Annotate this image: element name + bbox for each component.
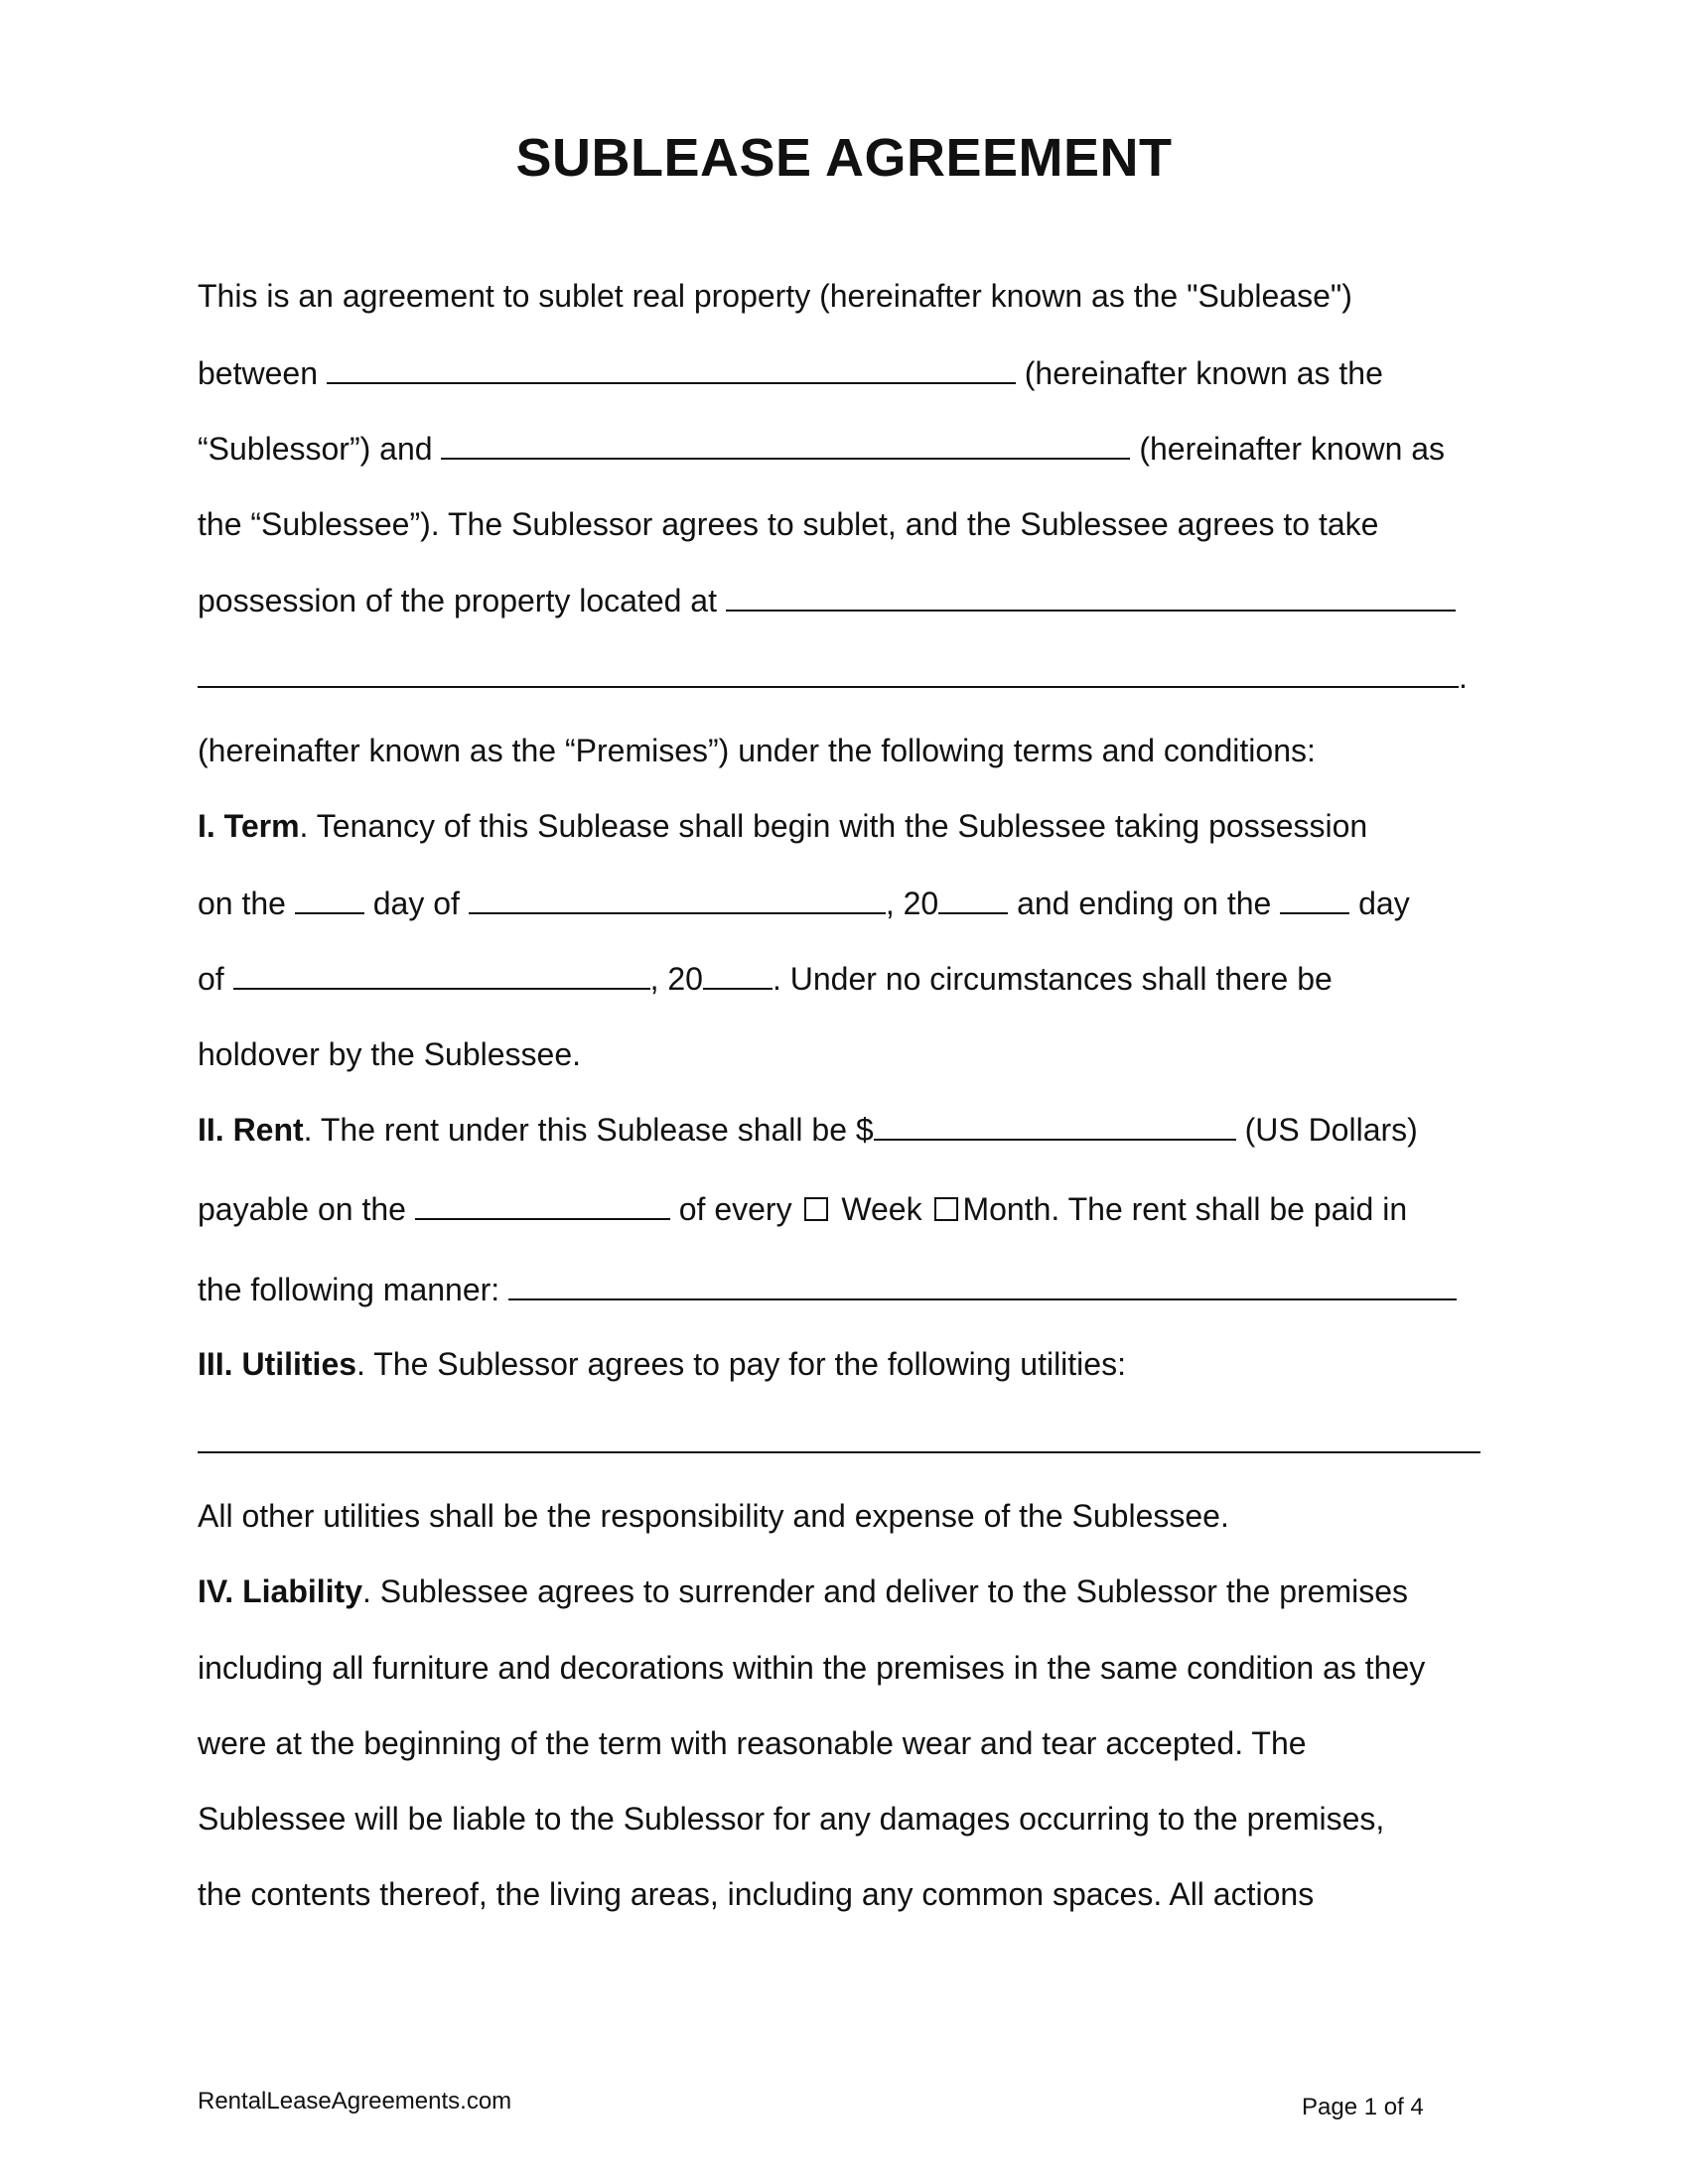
intro-text: This is an agreement to sublet real property (hereinafter known as the "Sublease") <box>198 278 1352 314</box>
utilities-line-2 <box>198 1422 1480 1462</box>
intro-line-4 <box>198 504 1378 544</box>
rent-text: of every <box>678 1191 792 1227</box>
end-month-blank[interactable] <box>233 958 650 990</box>
term-text: and ending on the <box>1017 886 1272 921</box>
rent-line-2 <box>198 1188 1407 1229</box>
intro-line-7 <box>198 731 1316 770</box>
term-text: holdover by the Sublessee. <box>198 1036 582 1072</box>
liability-line-4 <box>198 1799 1384 1839</box>
footer-site: RentalLeaseAgreements.com <box>198 2088 512 2115</box>
term-text: day of <box>372 886 460 921</box>
intro-line-2 <box>198 352 1383 393</box>
payment-day-blank[interactable] <box>415 1188 670 1220</box>
liability-text: Sublessee will be liable to the Sublessor for any damages occurring to the premises, <box>198 1801 1385 1837</box>
term-text: , 20 <box>885 886 939 921</box>
property-address-blank[interactable] <box>726 580 1456 612</box>
liability-text: the contents thereof, the living areas, including any common spaces. All actions <box>198 1876 1315 1912</box>
term-line-2 <box>198 883 1410 923</box>
term-text: . Tenancy of this Sublease shall begin with the Sublessee taking possession <box>299 808 1368 844</box>
rent-text: payable on the <box>198 1191 406 1227</box>
rent-text: . The rent under this Sublease shall be $ <box>303 1112 874 1148</box>
rent-heading: II. Rent <box>198 1112 304 1148</box>
liability-line-5 <box>198 1874 1314 1914</box>
page-title: SUBLEASE AGREEMENT <box>515 128 1173 188</box>
intro-text: the “Sublessee”). The Sublessor agrees to sublet, and the Sublessee agrees to take <box>198 506 1379 542</box>
intro-line-1 <box>198 276 1352 316</box>
liability-line-2 <box>198 1648 1425 1688</box>
end-day-blank[interactable] <box>1280 883 1349 914</box>
utilities-text: All other utilities shall be the responsibility and expense of the Sublessee. <box>198 1498 1229 1534</box>
rent-line-1 <box>198 1109 1418 1150</box>
week-checkbox[interactable] <box>804 1197 828 1221</box>
intro-text: “Sublessor”) and <box>198 431 433 467</box>
utilities-line-1 <box>198 1344 1126 1384</box>
end-year-blank[interactable] <box>703 958 773 990</box>
term-text: on the <box>198 886 286 921</box>
term-line-4 <box>198 1034 581 1074</box>
term-text: . Under no circumstances shall there be <box>772 961 1333 997</box>
utilities-text: . The Sublessor agrees to pay for the following utilities: <box>356 1346 1126 1382</box>
term-line-1 <box>198 806 1367 846</box>
rent-text: the following manner: <box>198 1272 500 1307</box>
footer-page-number: Page 1 of 4 <box>1302 2094 1424 2120</box>
intro-line-3 <box>198 428 1445 469</box>
intro-text: possession of the property located at <box>198 583 717 618</box>
liability-line-3 <box>198 1723 1307 1763</box>
utilities-list-blank[interactable] <box>198 1422 1480 1453</box>
week-label: Week <box>841 1191 922 1227</box>
month-checkbox[interactable] <box>934 1197 958 1221</box>
term-text: , 20 <box>649 961 703 997</box>
term-text: day <box>1358 886 1410 921</box>
rent-line-3 <box>198 1269 1457 1309</box>
payment-manner-blank[interactable] <box>508 1269 1457 1300</box>
intro-period: . <box>1459 659 1468 695</box>
intro-line-6 <box>198 656 1468 697</box>
term-line-3 <box>198 958 1333 999</box>
sublessor-name-blank[interactable] <box>327 352 1016 384</box>
rent-text: Month. The rent shall be paid in <box>962 1191 1408 1227</box>
property-address-blank-2[interactable] <box>198 656 1459 688</box>
start-month-blank[interactable] <box>469 883 886 914</box>
rent-amount-blank[interactable] <box>874 1109 1236 1141</box>
sublessee-name-blank[interactable] <box>441 428 1130 460</box>
intro-text: between <box>198 355 318 391</box>
start-year-blank[interactable] <box>938 883 1008 914</box>
intro-text: (hereinafter known as <box>1139 431 1446 467</box>
liability-text: . Sublessee agrees to surrender and deliver to the Sublessor the premises <box>361 1573 1409 1609</box>
utilities-line-3 <box>198 1496 1229 1536</box>
intro-line-5 <box>198 580 1456 620</box>
term-heading: I. Term <box>198 808 300 844</box>
utilities-heading: III. Utilities <box>198 1346 357 1382</box>
liability-text: including all furniture and decorations within the premises in the same condition as they <box>198 1650 1426 1686</box>
liability-heading: IV. Liability <box>198 1573 362 1609</box>
start-day-blank[interactable] <box>295 883 364 914</box>
intro-text: (hereinafter known as the <box>1024 355 1383 391</box>
rent-text: (US Dollars) <box>1244 1112 1418 1148</box>
liability-line-1 <box>198 1571 1408 1611</box>
term-text: of <box>198 961 224 997</box>
liability-text: were at the beginning of the term with reasonable wear and tear accepted. The <box>198 1725 1307 1761</box>
intro-text: (hereinafter known as the “Premises”) under the following terms and conditions: <box>198 733 1316 768</box>
